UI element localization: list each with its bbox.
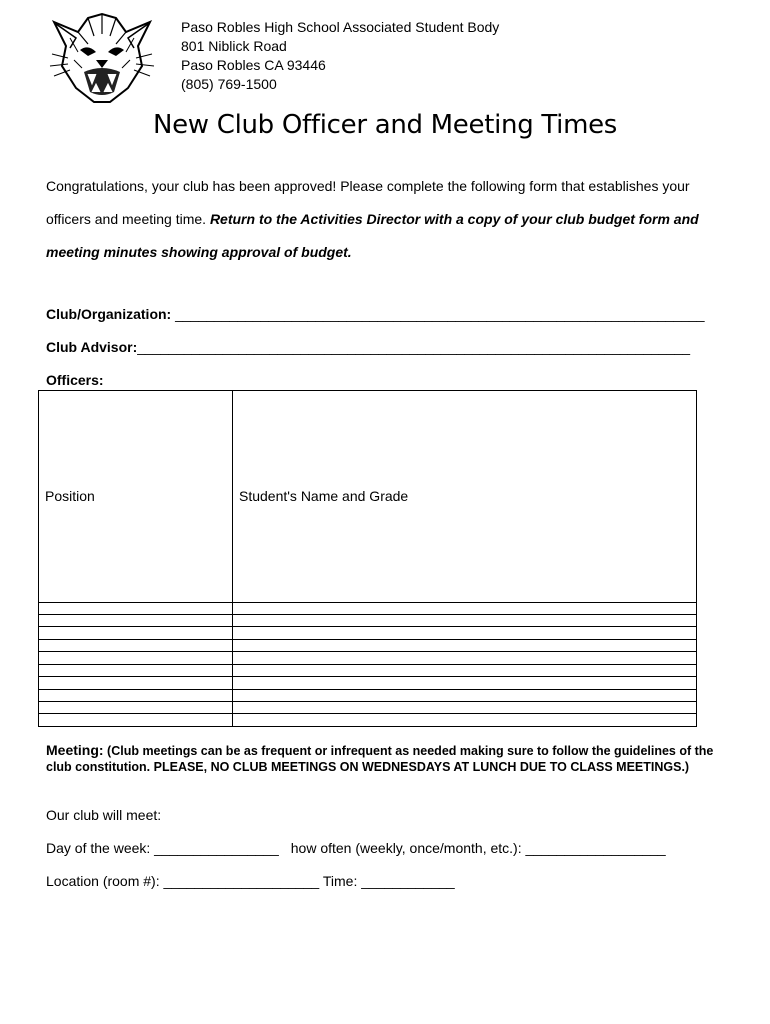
schedule-intro: Our club will meet: — [46, 807, 162, 823]
student-name-cell[interactable] — [233, 652, 697, 664]
club-organization-blank[interactable]: ____________________________________________________________________ — [175, 306, 705, 322]
position-cell[interactable] — [39, 689, 233, 701]
position-cell[interactable] — [39, 639, 233, 651]
officers-table — [38, 390, 697, 727]
club-advisor-field[interactable] — [46, 339, 690, 355]
student-name-cell[interactable] — [233, 714, 697, 727]
officer-row — [39, 627, 697, 639]
location-blank[interactable]: ____________________ — [163, 873, 320, 889]
club-advisor-label: Club Advisor: — [46, 339, 138, 355]
intro-paragraph — [46, 170, 736, 269]
position-cell[interactable] — [39, 602, 233, 614]
intro-text: Congratulations, your club has been approved! Please complete the following form that establishes your officers and meeting time. — [46, 178, 690, 227]
officer-row — [39, 639, 697, 651]
how-often-blank[interactable]: __________________ — [525, 840, 666, 856]
day-of-week-label: Day of the week: — [46, 840, 155, 856]
officer-row — [39, 677, 697, 689]
student-name-cell[interactable] — [233, 702, 697, 714]
officer-row — [39, 602, 697, 614]
position-cell[interactable] — [39, 677, 233, 689]
letterhead-address — [181, 18, 499, 94]
position-cell[interactable] — [39, 702, 233, 714]
position-cell[interactable] — [39, 714, 233, 727]
position-cell[interactable] — [39, 627, 233, 639]
meeting-label: Meeting: — [46, 742, 104, 758]
meeting-guidelines: (Club meetings can be as frequent or infrequent as needed making sure to follow the guidelines of the club constitution. PLEASE, NO CLUB MEETINGS ON WEDNESDAYS AT LUNCH DUE TO CLASS MEETINGS.) — [46, 744, 714, 774]
student-name-cell[interactable] — [233, 677, 697, 689]
position-column-header: Position — [39, 391, 233, 603]
bearcat-mascot-logo — [48, 8, 156, 104]
page-title: New Club Officer and Meeting Times — [152, 110, 618, 140]
day-often-line[interactable] — [46, 840, 666, 856]
position-cell[interactable] — [39, 652, 233, 664]
city-state-zip: Paso Robles CA 93446 — [181, 57, 326, 73]
table-header-row — [39, 391, 697, 603]
school-name: Paso Robles High School Associated Student Body — [181, 19, 500, 35]
student-name-cell[interactable] — [233, 614, 697, 626]
officers-heading: Officers: — [46, 372, 104, 388]
officer-row — [39, 689, 697, 701]
time-label: Time: — [319, 873, 362, 889]
student-name-cell[interactable] — [233, 664, 697, 676]
officer-row — [39, 614, 697, 626]
student-name-cell[interactable] — [233, 602, 697, 614]
location-time-line[interactable] — [46, 873, 455, 889]
club-organization-label: Club/Organization: — [46, 306, 176, 322]
officer-row — [39, 714, 697, 727]
officer-row — [39, 702, 697, 714]
student-name-cell[interactable] — [233, 639, 697, 651]
time-blank[interactable]: ____________ — [361, 873, 455, 889]
student-name-cell[interactable] — [233, 689, 697, 701]
how-often-label: how often (weekly, once/month, etc.): — [290, 840, 526, 856]
club-advisor-blank[interactable]: _______________________________________________________________________ — [137, 339, 691, 355]
officer-row — [39, 664, 697, 676]
position-cell[interactable] — [39, 664, 233, 676]
student-name-cell[interactable] — [233, 627, 697, 639]
officer-row — [39, 652, 697, 664]
meeting-note — [46, 742, 736, 775]
day-of-week-blank[interactable]: ________________ — [154, 840, 279, 856]
intro-instruction: Return to the Activities Director with a copy of your club budget form and meeting minutes showing approval of budget. — [46, 211, 699, 260]
street-address: 801 Niblick Road — [181, 38, 287, 54]
club-organization-field[interactable] — [46, 306, 705, 322]
position-cell[interactable] — [39, 614, 233, 626]
phone-number: (805) 769-1500 — [181, 76, 277, 92]
location-label: Location (room #): — [46, 873, 164, 889]
student-name-column-header: Student's Name and Grade — [233, 391, 697, 603]
